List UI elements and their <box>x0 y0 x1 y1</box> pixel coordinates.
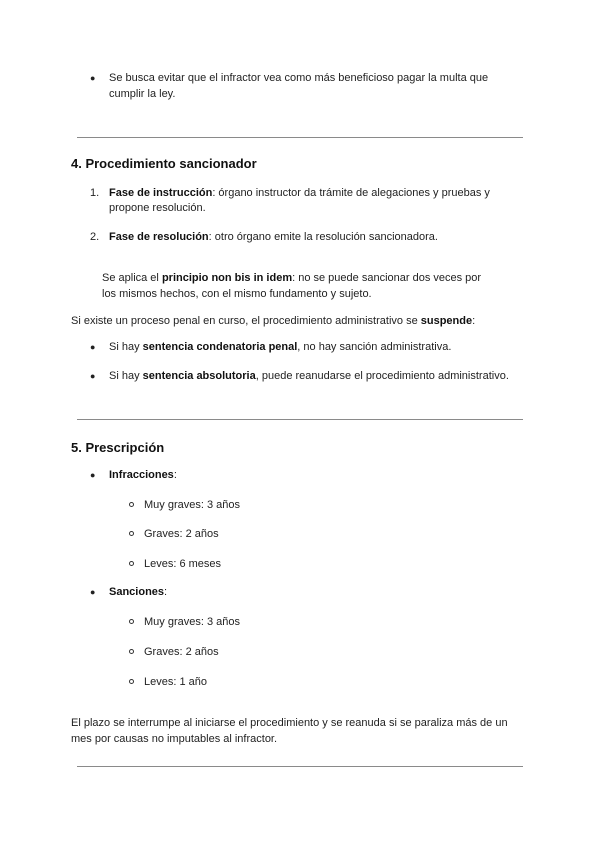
penal-process-paragraph <box>71 314 475 329</box>
bullet-post: , puede reanudarse el procedimiento administrativo. <box>255 370 509 382</box>
circle-bullet-icon <box>129 502 134 507</box>
label-colon: : <box>173 469 177 481</box>
infracciones-term: Infracciones <box>109 469 174 481</box>
intro-bullet-line2: cumplir la ley. <box>109 88 176 100</box>
penal-pre: Si existe un proceso penal en curso, el procedimiento administrativo se <box>71 315 421 327</box>
phase-instruction-term: Fase de instrucción <box>109 187 213 199</box>
phase-resolution-desc: : otro órgano emite la resolución sancionadora. <box>208 231 438 243</box>
phase-resolution-line <box>109 230 438 245</box>
bullet-icon: ● <box>90 342 96 352</box>
infraccion-muy-graves: Muy graves: 3 años <box>144 499 240 511</box>
closing-paragraph-line2: mes por causas no imputables al infractor. <box>71 733 278 745</box>
bullet-pre: Si hay <box>109 341 143 353</box>
horizontal-rule <box>77 766 523 767</box>
closing-paragraph-line1: El plazo se interrumpe al iniciarse el procedimiento y se reanuda si se paraliza más de un <box>71 717 508 729</box>
non-bis-in-idem-line1 <box>102 271 481 286</box>
circle-bullet-icon <box>129 561 134 566</box>
non-bis-in-idem-term: principio non bis in idem <box>161 272 293 284</box>
intro-bullet-line1: Se busca evitar que el infractor vea como más beneficioso pagar la multa que <box>109 72 489 84</box>
infraccion-graves: Graves: 2 años <box>144 528 219 540</box>
non-bis-in-idem-line2: los mismos hechos, con el mismo fundamento y sujeto. <box>102 288 372 300</box>
condenatoria-term: sentencia condenatoria penal <box>142 341 298 353</box>
infraccion-leves: Leves: 6 meses <box>144 558 222 570</box>
circle-bullet-icon <box>129 531 134 536</box>
sancion-muy-graves: Muy graves: 3 años <box>144 616 240 628</box>
list-number: 1. <box>90 187 100 199</box>
suspende-term: suspende <box>420 315 473 327</box>
phase-instruction-desc: : órgano instructor da trámite de alegaciones y pruebas y <box>212 187 490 199</box>
circle-bullet-icon <box>129 649 134 654</box>
absolutoria-term: sentencia absolutoria <box>142 370 256 382</box>
list-number: 2. <box>90 231 100 243</box>
bullet-icon: ● <box>90 470 96 480</box>
horizontal-rule <box>77 419 523 420</box>
note-pre: Se aplica el <box>102 272 162 284</box>
section-4-title: 4. Procedimiento sancionador <box>71 156 257 171</box>
sanciones-term: Sanciones <box>109 586 165 598</box>
sancion-graves: Graves: 2 años <box>144 646 219 658</box>
penal-post: : <box>472 315 476 327</box>
label-colon: : <box>164 586 168 598</box>
phase-resolution-term: Fase de resolución <box>109 231 209 243</box>
bullet-icon: ● <box>90 371 96 381</box>
bullet-condenatoria <box>109 340 451 355</box>
sanciones-label <box>109 585 167 600</box>
bullet-pre: Si hay <box>109 370 143 382</box>
bullet-icon: ● <box>90 587 96 597</box>
bullet-absolutoria <box>109 369 509 384</box>
sancion-leves: Leves: 1 año <box>144 676 207 688</box>
infracciones-label <box>109 468 177 483</box>
note-post: : no se puede sancionar dos veces por <box>292 272 482 284</box>
horizontal-rule <box>77 137 523 138</box>
bullet-post: , no hay sanción administrativa. <box>297 341 452 353</box>
phase-instruction-line1 <box>109 186 490 201</box>
bullet-icon: ● <box>90 73 96 83</box>
circle-bullet-icon <box>129 619 134 624</box>
section-5-title: 5. Prescripción <box>71 440 165 455</box>
phase-instruction-line2: propone resolución. <box>109 202 206 214</box>
circle-bullet-icon <box>129 679 134 684</box>
